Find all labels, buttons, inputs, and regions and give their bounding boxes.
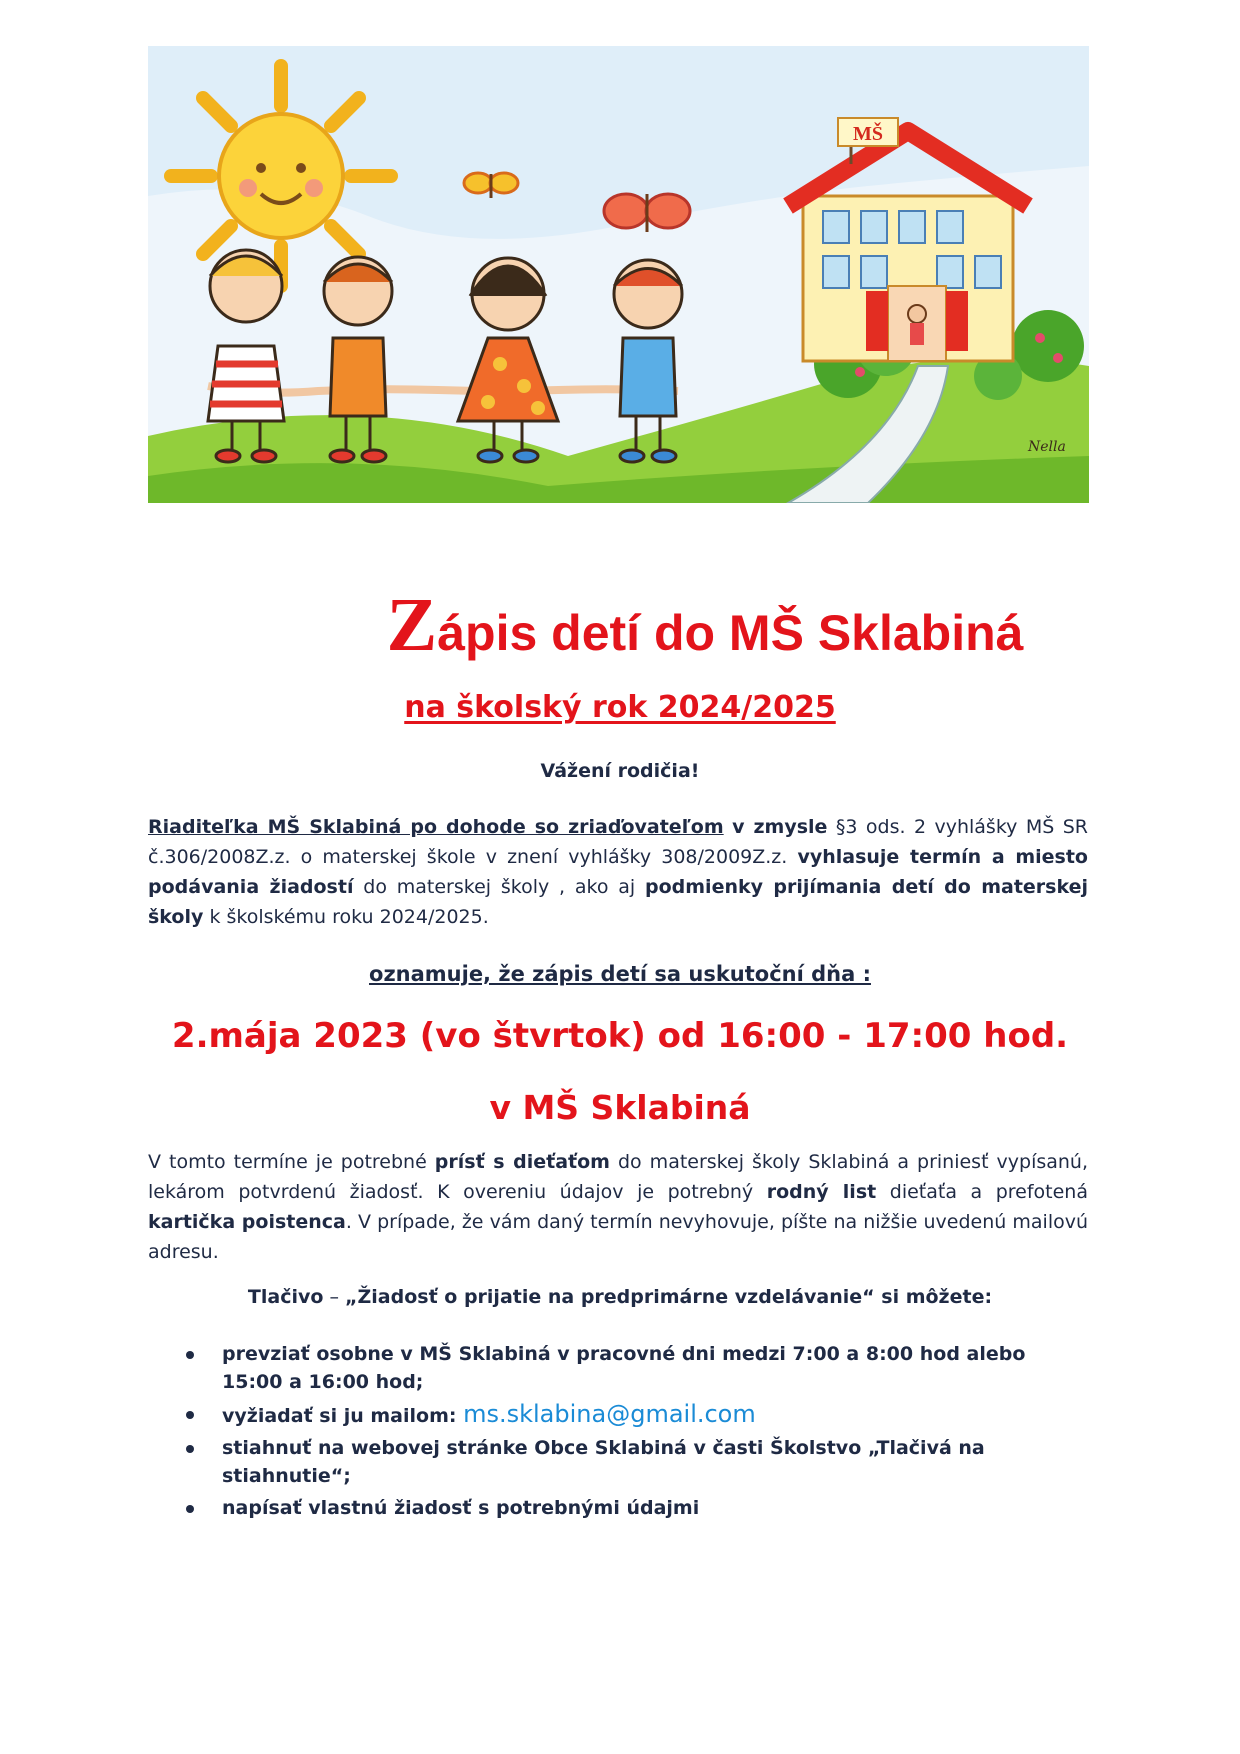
- options-list: [186, 1340, 1088, 1526]
- artist-signature: Nella: [1028, 439, 1066, 455]
- page-subtitle: na školský rok 2024/2025: [404, 690, 836, 725]
- illustration-drawing: [148, 46, 1089, 503]
- intro-part-6: podmienky prijímania detí do materskej školy: [148, 876, 1089, 928]
- form-line: [0, 1286, 1240, 1308]
- enrollment-date: 2.mája 2023 (vo štvrtok) od 16:00 - 17:00 hod.: [171, 1016, 1069, 1056]
- bullet-icon: [186, 1351, 194, 1359]
- bullet-icon: [186, 1505, 194, 1513]
- intro-part-3: §3 ods. 2 vyhlášky MŠ SR č.306/2008Z.z. o materskej škole v znení vyhlášky 308/2009Z.z.: [148, 816, 1088, 868]
- intro-part-2: v zmysle: [732, 816, 828, 838]
- house-sign-text: MŠ: [853, 123, 883, 145]
- intro-part-4: vyhlasuje termín a miesto podávania žiadostí: [148, 846, 1088, 898]
- list-item: [186, 1340, 1088, 1396]
- details-part-7: . V prípade, že vám daný termín nevyhovuje, píšte na nižšie uvedenú mailovú adresu.: [148, 1211, 1089, 1263]
- page-title-initial: Z: [386, 583, 438, 667]
- form-line-part-2: –: [323, 1286, 346, 1308]
- list-item: [186, 1400, 1088, 1430]
- list-item-text: stiahnuť na webovej stránke Obce Sklabiná v časti Školstvo „Tlačivá na stiahnutie“;: [222, 1437, 985, 1487]
- sun-icon: [171, 66, 391, 286]
- form-line-part-3: „Žiadosť o prijatie na predprimárne vzdelávanie“ si môžete:: [345, 1286, 993, 1308]
- intro-part-5: do materskej školy , ako aj: [363, 876, 636, 898]
- email-link[interactable]: ms.sklabina@gmail.com: [463, 1400, 756, 1428]
- form-line-part-1: Tlačivo: [247, 1286, 324, 1308]
- butterfly-icon: [604, 194, 690, 232]
- details-part-2: prísť s dieťaťom: [434, 1151, 610, 1173]
- list-item: [186, 1434, 1088, 1490]
- details-part-1: V tomto termíne je potrebné: [148, 1151, 427, 1173]
- intro-part-1: Riaditeľka MŠ Sklabiná po dohode so zriaďovateľom: [148, 816, 724, 838]
- details-part-5: dieťaťa a prefotená: [889, 1181, 1088, 1203]
- details-paragraph: [148, 1147, 1088, 1267]
- details-part-3: do materskej školy Sklabiná a priniesť vypísanú, lekárom potvrdenú žiadosť. K overeniu údajov je potrebný: [148, 1151, 1089, 1203]
- page-title: [0, 582, 1240, 669]
- intro-part-7: k školskému roku 2024/2025.: [209, 906, 489, 928]
- list-item-text: prevziať osobne v MŠ Sklabiná v pracovné dni medzi 7:00 a 8:00 hod alebo 15:00 a 16:00 hod;: [222, 1343, 1026, 1393]
- kindergarten-illustration: [148, 46, 1089, 503]
- enrollment-place: v MŠ Sklabiná: [489, 1088, 751, 1127]
- list-item: [186, 1494, 1088, 1522]
- intro-paragraph: [148, 812, 1088, 932]
- bullet-icon: [186, 1411, 194, 1419]
- page-title-rest: ápis detí do MŠ Sklabiná: [437, 605, 1024, 661]
- greeting: Vážení rodičia!: [540, 760, 700, 782]
- list-item-text: napísať vlastnú žiadosť s potrebnými údajmi: [222, 1497, 700, 1519]
- details-part-4: rodný list: [766, 1181, 877, 1203]
- details-part-6: kartička poistenca: [148, 1211, 346, 1233]
- list-item-text: vyžiadať si ju mailom:: [222, 1405, 464, 1427]
- announcement: oznamuje, že zápis detí sa uskutoční dňa :: [369, 962, 871, 986]
- bullet-icon: [186, 1445, 194, 1453]
